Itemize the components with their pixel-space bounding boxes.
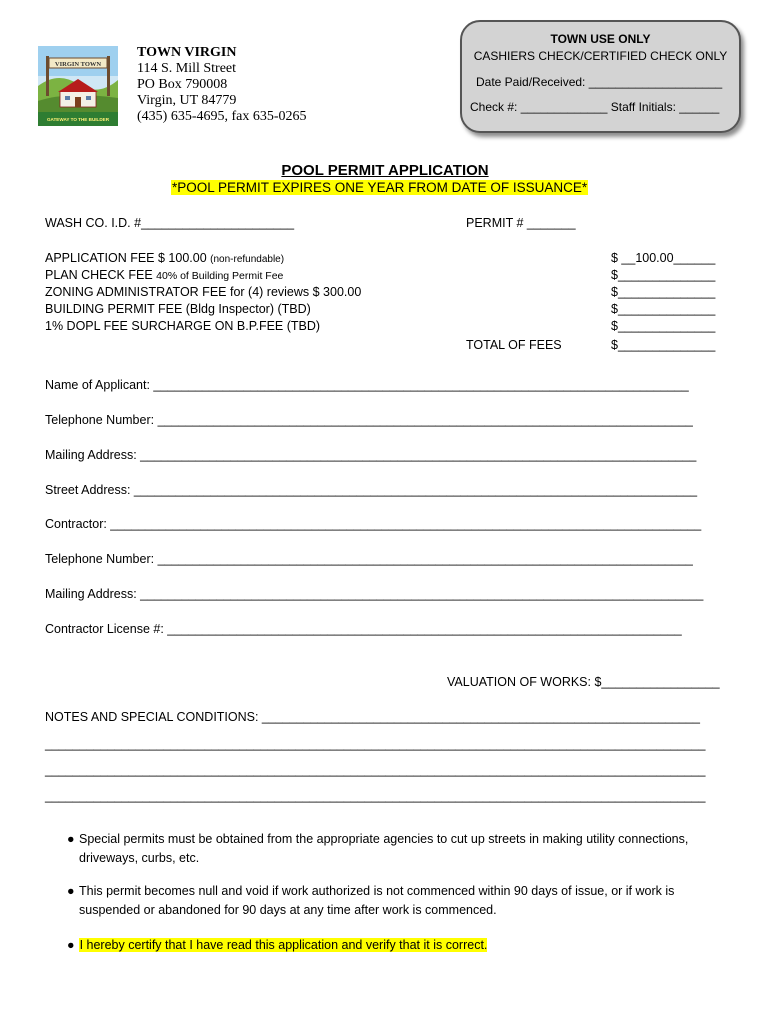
contractor-license-field[interactable]: Contractor License #: __________________________________________________________________________ [45, 622, 682, 636]
certification-list [45, 936, 725, 955]
date-paid-field[interactable]: Date Paid/Received: ____________________ [476, 75, 723, 89]
notes-line-2[interactable]: _______________________________________________________________________________________________ [45, 763, 706, 777]
notes-line-3[interactable]: _______________________________________________________________________________________________ [45, 789, 706, 803]
bullet-icon: ● [67, 832, 75, 846]
town-street: 114 S. Mill Street [137, 61, 237, 76]
permit-number-field[interactable]: PERMIT # _______ [466, 216, 576, 230]
bullet-icon: ● [67, 884, 75, 898]
dopl-surcharge-fee: 1% DOPL FEE SURCHARGE ON B.P.FEE (TBD) [45, 319, 321, 333]
fee-amount-dopl[interactable]: $______________ [611, 319, 716, 333]
conditions-list [45, 830, 725, 868]
application-fee-note: (non-refundable) [210, 254, 285, 265]
contractor-mailing-address-field[interactable]: Mailing Address: _________________________________________________________________________________ [45, 587, 704, 601]
town-address-block [137, 45, 307, 125]
page-title: POOL PERMIT APPLICATION [281, 162, 489, 179]
notes-line-1[interactable]: _______________________________________________________________________________________________ [45, 737, 706, 751]
town-name: TOWN VIRGIN [137, 45, 237, 60]
town-phone: (435) 635-4695, fax 635-0265 [137, 109, 307, 124]
town-use-note: CASHIERS CHECK/CERTIFIED CHECK ONLY [473, 49, 728, 63]
street-address-field[interactable]: Street Address: _________________________________________________________________________________ [45, 483, 698, 497]
notes-field[interactable]: NOTES AND SPECIAL CONDITIONS: _______________________________________________________________ [45, 710, 700, 724]
list-item: ● This permit becomes null and void if work authorized is not commenced within 90 days of issue, or if work is suspended or abandoned for 90 days at any time after work is commenced. [67, 884, 675, 917]
application-fee-label: APPLICATION FEE $ 100.00 [45, 251, 207, 265]
bullet-icon: ● [67, 938, 75, 952]
applicant-name-field[interactable]: Name of Applicant: _____________________________________________________________________________ [45, 378, 689, 392]
contractor-field[interactable]: Contractor: _____________________________________________________________________________________ [45, 517, 702, 531]
certification-statement: ● I hereby certify that I have read this application and verify that it is correct. [67, 938, 488, 952]
zoning-fee: ZONING ADMINISTRATOR FEE for (4) reviews $ 300.00 [45, 285, 362, 299]
list-item: ● Special permits must be obtained from the appropriate agencies to cut up streets in making utility connections, driveways, curbs, etc. [67, 832, 689, 865]
total-fees-amount[interactable]: $______________ [611, 338, 716, 352]
town-logo [38, 46, 118, 126]
conditions-list-2 [45, 882, 725, 920]
building-permit-fee: BUILDING PERMIT FEE (Bldg Inspector) (TBD) [45, 302, 311, 316]
logo-tagline: GATEWAY TO THE BUILDER [46, 117, 110, 122]
check-initials-field[interactable]: Check #: _____________ Staff Initials: ______ [470, 100, 720, 114]
fee-amount-application[interactable]: $ __100.00______ [611, 251, 716, 265]
fee-amount-zoning[interactable]: $______________ [611, 285, 716, 299]
fee-amount-building[interactable]: $______________ [611, 302, 716, 316]
applicant-mailing-address-field[interactable]: Mailing Address: ________________________________________________________________________________ [45, 448, 697, 462]
applicant-telephone-field[interactable]: Telephone Number: _____________________________________________________________________________ [45, 413, 693, 427]
fee-amount-plan-check[interactable]: $______________ [611, 268, 716, 282]
town-use-title: TOWN USE ONLY [550, 32, 651, 46]
town-po-box: PO Box 790008 [137, 77, 228, 92]
plan-check-note: 40% of Building Permit Fee [156, 270, 284, 282]
plan-check-fee [45, 268, 283, 282]
expiry-notice: *POOL PERMIT EXPIRES ONE YEAR FROM DATE OF ISSUANCE* [172, 180, 588, 195]
town-use-box [460, 20, 741, 133]
contractor-telephone-field[interactable]: Telephone Number: _____________________________________________________________________________ [45, 552, 693, 566]
valuation-field[interactable]: VALUATION OF WORKS: $_________________ [447, 675, 720, 689]
application-fee [45, 251, 284, 265]
total-fees-label: TOTAL OF FEES [466, 338, 562, 352]
wash-id-field[interactable]: WASH CO. I.D. #______________________ [45, 216, 295, 230]
plan-check-label: PLAN CHECK FEE [45, 268, 153, 282]
logo-sign-text: VIRGIN TOWN [54, 61, 102, 68]
town-city: Virgin, UT 84779 [137, 93, 237, 108]
